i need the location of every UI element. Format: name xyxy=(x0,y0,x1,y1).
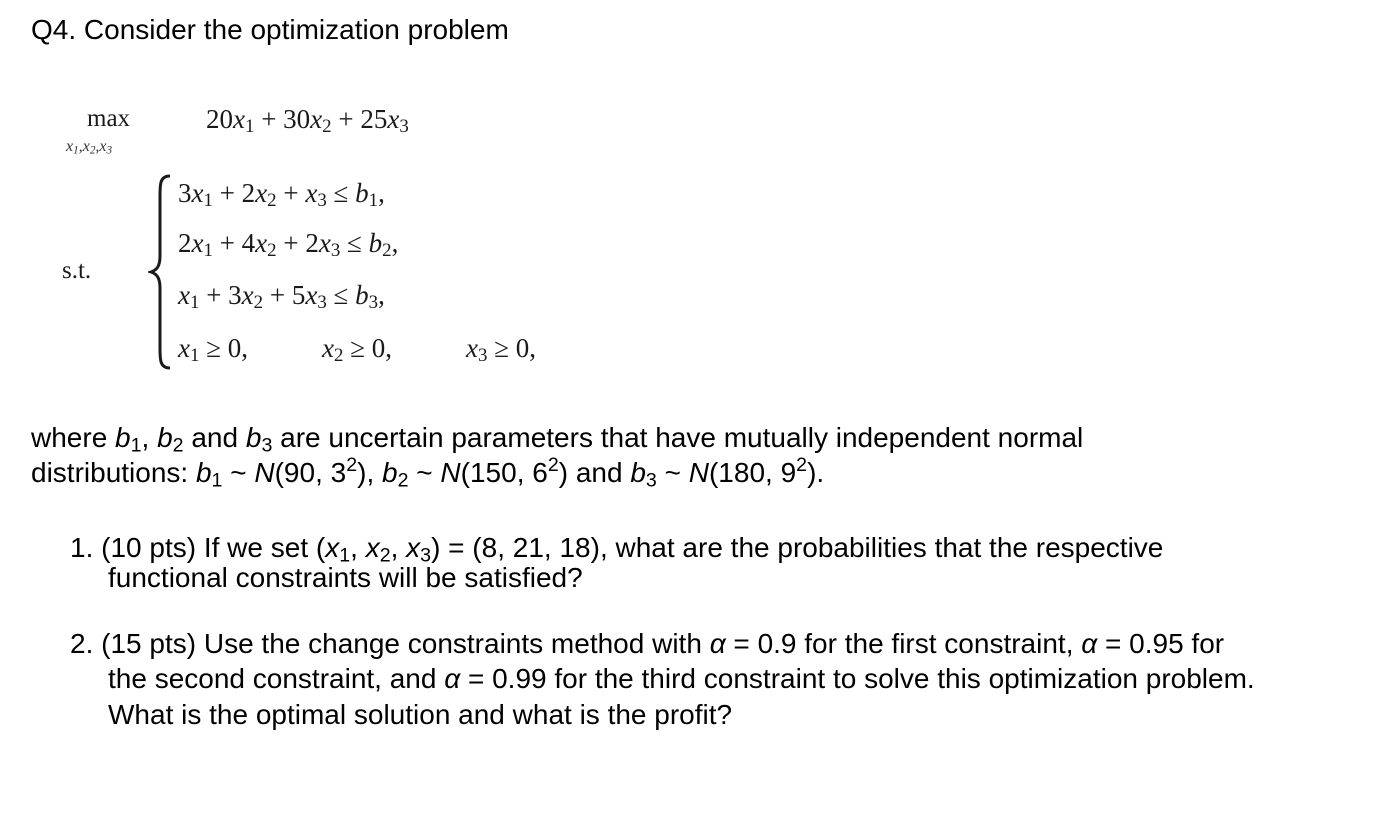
objective-function: $20x_1 + 30x_2 + 25x_3$ xyxy=(206,104,409,138)
nonneg-x2: $x_2 \ge 0$, xyxy=(322,333,393,367)
left-brace-icon xyxy=(148,172,174,372)
constraint-3: $x_1 + 3x_2 + 5x_3 \le b_3$, xyxy=(178,280,385,314)
constraint-2: $2x_1 + 4x_2 + 2x_3 \le b_2$, xyxy=(178,228,399,262)
question-2-line-1: 2. (15 pts) Use the change constraints method with α = 0.9 for the first constraint, α = 0.95 for xyxy=(70,628,1225,659)
where-line-1: where $b_1$, $b_2$ and $b_3$ are uncertain parameters that have mutually independent normal xyxy=(31,422,1084,457)
question-1-line-1: 1. (10 pts) If we set ($x_1$, $x_2$, $x_3) = (8$, 21, 18), what are the probabilities that the respective xyxy=(70,532,1164,567)
nonneg-x3: $x_3 \ge 0$, xyxy=(466,333,537,367)
question-title: Q4. Consider the optimization problem xyxy=(31,14,509,45)
subject-to-label: s.t. xyxy=(62,257,92,284)
max-subscript: $x_1,x_2,x_3$ xyxy=(66,138,113,157)
nonneg-x1: $x_1 \ge 0$, xyxy=(178,333,249,367)
question-2-line-3: What is the optimal solution and what is the profit? xyxy=(108,699,733,730)
where-line-2: distributions: $b_1$ ~ N(90, $3^2$), $b_2$ ~ N(150, $6^2$) and $b_3$ ~ N(180, $9^2$). xyxy=(31,454,825,492)
constraint-1: $3x_1 + 2x_2 + x_3 \le b_1$, xyxy=(178,178,385,212)
question-2-line-2: the second constraint, and α = 0.99 for the third constraint to solve this optimization problem. xyxy=(108,663,1255,694)
max-operator: max xyxy=(87,105,131,132)
question-1-line-2: functional constraints will be satisfied? xyxy=(108,562,583,593)
